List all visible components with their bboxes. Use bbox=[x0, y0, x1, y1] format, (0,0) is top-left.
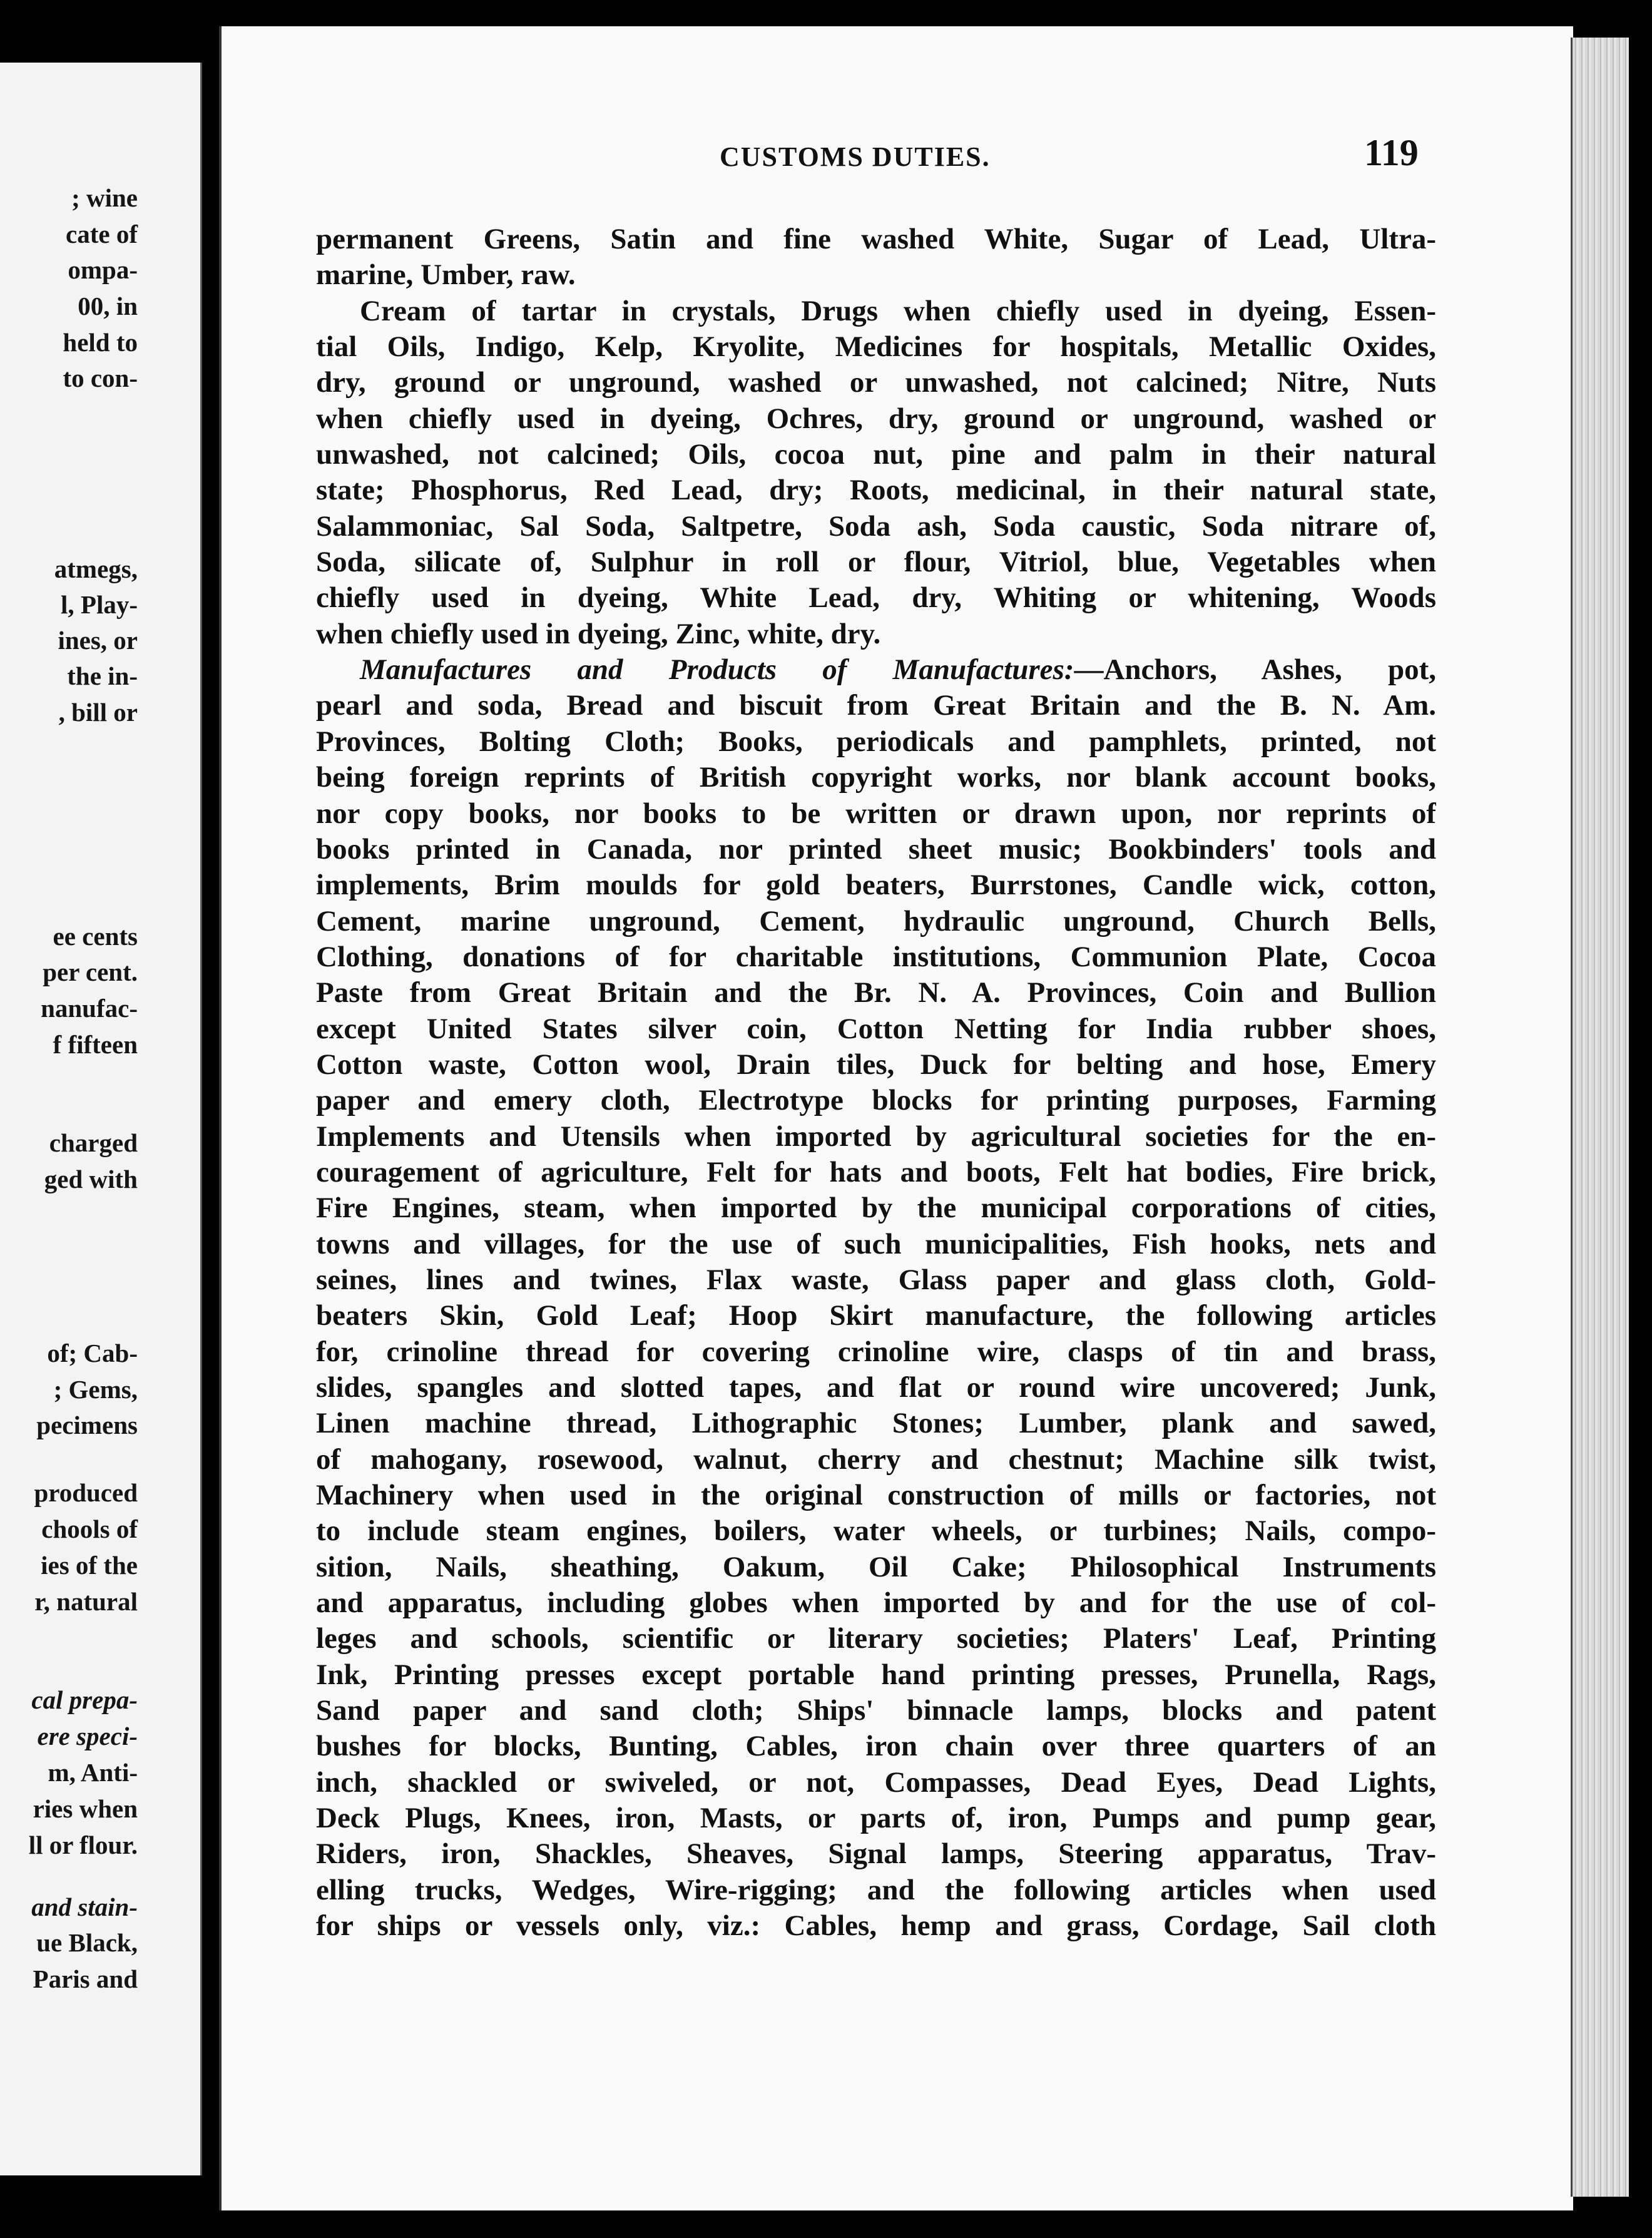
section-heading: Manufactures and Products of Manufactures: bbox=[360, 653, 1074, 687]
text-line: Paste from Great Britain and the Br. N. A. Provinces, Coin and Bullion bbox=[316, 976, 1436, 1009]
text-line: Cement, marine unground, Cement, hydraulic unground, Church Bells, bbox=[316, 904, 1436, 938]
facing-page-line: f fifteen bbox=[53, 1030, 138, 1059]
text-line: Deck Plugs, Knees, iron, Masts, or parts of, iron, Pumps and pump gear, bbox=[316, 1802, 1436, 1835]
text-line: Clothing, donations of for charitable institutions, Communion Plate, Cocoa bbox=[316, 940, 1436, 973]
facing-page-line: ies of the bbox=[41, 1551, 138, 1580]
text-line: leges and schools, scientific or literary societies; Platers' Leaf, Printing bbox=[316, 1622, 1436, 1655]
facing-page-line: ries when bbox=[33, 1794, 138, 1823]
text-line: Machinery when used in the original construction of mills or factories, not bbox=[316, 1479, 1436, 1512]
text-line: for ships or vessels only, viz.: Cables, hemp and grass, Cordage, Sail cloth bbox=[316, 1909, 1436, 1943]
facing-page-line: per cent. bbox=[43, 958, 138, 986]
running-head: CUSTOMS DUTIES. bbox=[720, 141, 991, 172]
text-line: marine, Umber, raw. bbox=[316, 258, 576, 292]
text-line: state; Phosphorus, Red Lead, dry; Roots, medicinal, in their natural state, bbox=[316, 474, 1436, 507]
facing-page-line: m, Anti- bbox=[48, 1758, 138, 1787]
text-line: tial Oils, Indigo, Kelp, Kryolite, Medicines for hospitals, Metallic Oxides, bbox=[316, 330, 1436, 364]
facing-page-line: produced bbox=[34, 1478, 138, 1507]
facing-page-line: ll or flour. bbox=[28, 1831, 138, 1859]
text-line: nor copy books, nor books to be written or drawn upon, nor reprints of bbox=[316, 797, 1436, 830]
section-lead-text: —Anchors, Ashes, pot, bbox=[1074, 653, 1436, 687]
text-line: for, crinoline thread for covering crinoline wire, clasps of tin and brass, bbox=[316, 1335, 1436, 1368]
facing-page-line: atmegs, bbox=[54, 554, 138, 583]
facing-page-line: ompa- bbox=[68, 255, 138, 284]
facing-page-line: ; wine bbox=[71, 183, 138, 212]
text-line: Soda, silicate of, Sulphur in roll or flour, Vitriol, blue, Vegetables when bbox=[316, 546, 1436, 579]
facing-page-line: , bill or bbox=[58, 698, 138, 727]
text-line: and apparatus, including globes when imported by and for the use of col- bbox=[316, 1587, 1436, 1620]
facing-page-line: 00, in bbox=[78, 292, 138, 320]
text-line: bushes for blocks, Bunting, Cables, iron chain over three quarters of an bbox=[316, 1730, 1436, 1763]
text-line: Ink, Printing presses except portable hand printing presses, Prunella, Rags, bbox=[316, 1658, 1436, 1691]
facing-page-line: of; Cab- bbox=[47, 1339, 138, 1367]
facing-page-line: ; Gems, bbox=[53, 1375, 138, 1404]
text-line: inch, shackled or swiveled, or not, Compasses, Dead Eyes, Dead Lights, bbox=[316, 1765, 1436, 1799]
facing-page-line: pecimens bbox=[36, 1411, 138, 1439]
facing-page-line: chools of bbox=[41, 1515, 138, 1543]
facing-page-line: ee cents bbox=[53, 922, 138, 951]
text-line: implements, Brim moulds for gold beaters, Burrstones, Candle wick, cotton, bbox=[316, 869, 1436, 902]
text-line: towns and villages, for the use of such municipalities, Fish hooks, nets and bbox=[316, 1227, 1436, 1260]
text-line: permanent Greens, Satin and fine washed White, Sugar of Lead, Ultra- bbox=[316, 223, 1436, 255]
text-line: being foreign reprints of British copyright works, nor blank account books, bbox=[316, 761, 1436, 794]
text-line: books printed in Canada, nor printed sheet music; Bookbinders' tools and bbox=[316, 832, 1436, 866]
body-text bbox=[316, 222, 1436, 1944]
facing-page-line: ines, or bbox=[58, 626, 138, 655]
facing-page-line: charged bbox=[49, 1128, 138, 1157]
text-line: sition, Nails, sheathing, Oakum, Oil Cake; Philosophical Instruments bbox=[316, 1550, 1436, 1583]
text-line: when chiefly used in dyeing, Ochres, dry, ground or unground, washed or bbox=[316, 402, 1436, 435]
text-line: dry, ground or unground, washed or unwashed, not calcined; Nitre, Nuts bbox=[316, 366, 1436, 399]
facing-page-line: cate of bbox=[66, 220, 138, 248]
text-line: pearl and soda, Bread and biscuit from Great Britain and the B. N. Am. bbox=[316, 689, 1436, 722]
facing-page-line: cal prepa- bbox=[31, 1685, 138, 1714]
facing-page-line: ue Black, bbox=[36, 1928, 138, 1957]
text-line: of mahogany, rosewood, walnut, cherry and chestnut; Machine silk twist, bbox=[316, 1443, 1436, 1476]
facing-page-line: ere speci- bbox=[37, 1722, 138, 1750]
facing-page-line: ged with bbox=[44, 1165, 138, 1193]
facing-page-line: the in- bbox=[67, 662, 138, 690]
text-line: beaters Skin, Gold Leaf; Hoop Skirt manufacture, the following articles bbox=[316, 1299, 1436, 1332]
text-line: elling trucks, Wedges, Wire-rigging; and the following articles when used bbox=[316, 1873, 1436, 1906]
text-line: Implements and Utensils when imported by agricultural societies for the en- bbox=[316, 1120, 1436, 1153]
text-line: Riders, iron, Shackles, Sheaves, Signal lamps, Steering apparatus, Trav- bbox=[316, 1837, 1436, 1871]
facing-page-line: r, natural bbox=[34, 1587, 138, 1616]
page-edges bbox=[1571, 38, 1629, 2197]
text-line: slides, spangles and slotted tapes, and flat or round wire uncovered; Junk, bbox=[316, 1371, 1436, 1404]
page-number: 119 bbox=[1364, 132, 1419, 173]
facing-page-fragment bbox=[0, 63, 202, 2175]
text-line: chiefly used in dyeing, White Lead, dry, Whiting or whitening, Woods bbox=[316, 581, 1436, 615]
facing-page-line: nanufac- bbox=[41, 994, 138, 1023]
text-line: when chiefly used in dyeing, Zinc, white, dry. bbox=[316, 617, 881, 650]
text-line: couragement of agriculture, Felt for hats and boots, Felt hat bodies, Fire brick, bbox=[316, 1155, 1436, 1188]
facing-page-line: to con- bbox=[63, 364, 138, 392]
text-line bbox=[316, 652, 1436, 688]
text-line: unwashed, not calcined; Oils, cocoa nut, pine and palm in their natural bbox=[316, 438, 1436, 471]
text-line: Cream of tartar in crystals, Drugs when chiefly used in dyeing, Essen- bbox=[360, 294, 1436, 327]
text-line: except United States silver coin, Cotton Netting for India rubber shoes, bbox=[316, 1012, 1436, 1045]
text-line: Cotton waste, Cotton wool, Drain tiles, Duck for belting and hose, Emery bbox=[316, 1048, 1436, 1081]
text-line: Salammoniac, Sal Soda, Saltpetre, Soda ash, Soda caustic, Soda nitrare of, bbox=[316, 509, 1436, 543]
facing-page-line: l, Play- bbox=[61, 590, 138, 619]
text-line: Provinces, Bolting Cloth; Books, periodicals and pamphlets, printed, not bbox=[316, 725, 1436, 758]
facing-page-line: Paris and bbox=[33, 1965, 138, 1993]
text-line: seines, lines and twines, Flax waste, Glass paper and glass cloth, Gold- bbox=[316, 1263, 1436, 1296]
text-line: Sand paper and sand cloth; Ships' binnacle lamps, blocks and patent bbox=[316, 1694, 1436, 1727]
text-line: to include steam engines, boilers, water wheels, or turbines; Nails, compo- bbox=[316, 1515, 1436, 1548]
text-line: paper and emery cloth, Electrotype blocks for printing purposes, Farming bbox=[316, 1084, 1436, 1117]
text-line: Linen machine thread, Lithographic Stones; Lumber, plank and sawed, bbox=[316, 1407, 1436, 1440]
text-line: Fire Engines, steam, when imported by the municipal corporations of cities, bbox=[316, 1192, 1436, 1225]
facing-page-line: and stain- bbox=[31, 1893, 138, 1921]
facing-page-line: held to bbox=[63, 328, 138, 357]
